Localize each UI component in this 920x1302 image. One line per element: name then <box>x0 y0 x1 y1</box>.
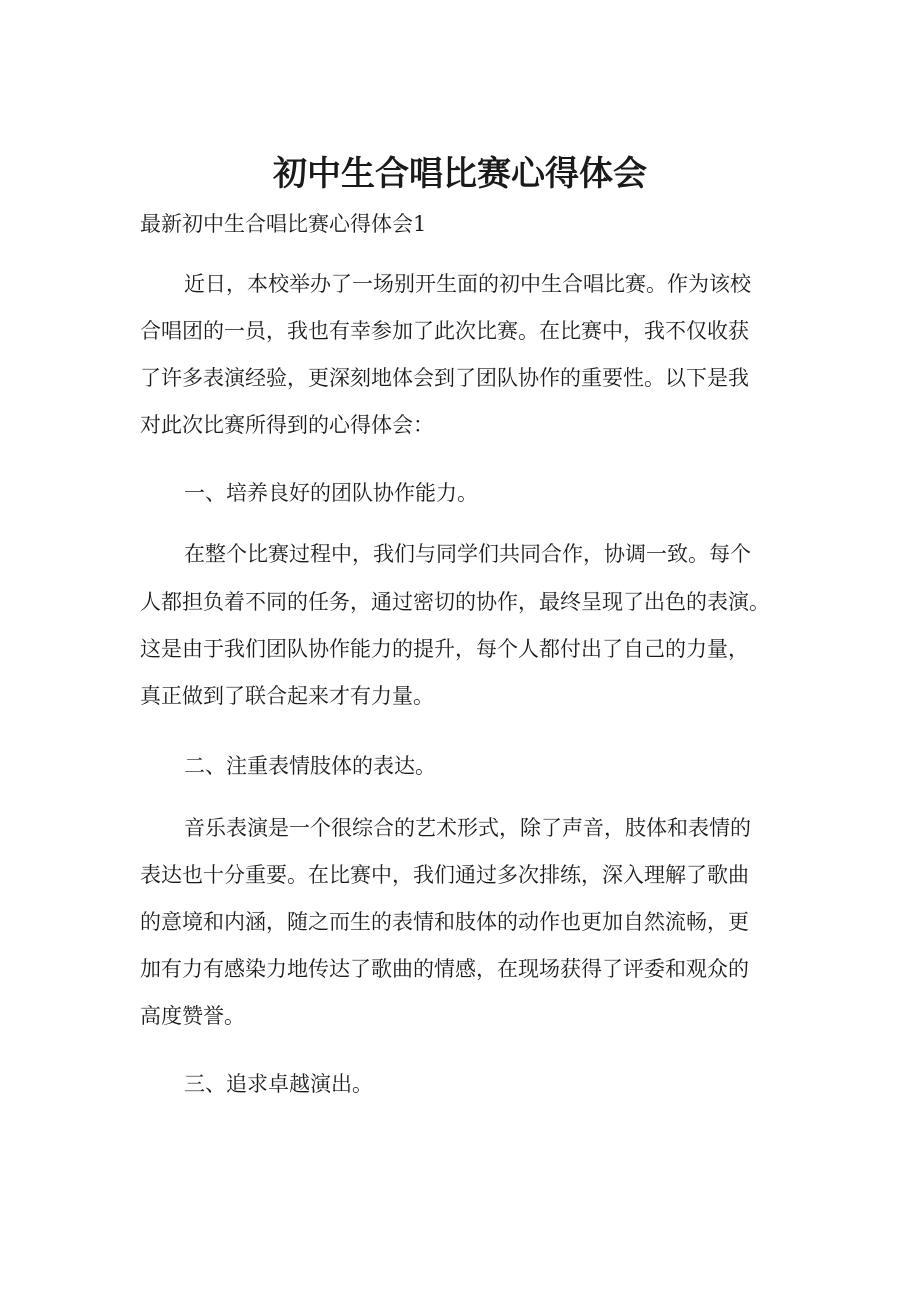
paragraph-line: 这是由于我们团队协作能力的提升，每个人都付出了自己的力量， <box>140 637 749 661</box>
paragraph-line: 对此次比赛所得到的心得体会： <box>140 413 434 437</box>
document-subtitle: 最新初中生合唱比赛心得体会1 <box>140 212 427 236</box>
paragraph-line: 在整个比赛过程中，我们与同学们共同合作，协调一致。每个 <box>184 542 751 566</box>
paragraph-line: 合唱团的一员，我也有幸参加了此次比赛。在比赛中，我不仅收获 <box>140 319 749 343</box>
paragraph-line: 人都担负着不同的任务，通过密切的协作，最终呈现了出色的表演。 <box>140 590 770 614</box>
paragraph-line: 音乐表演是一个很综合的艺术形式，除了声音，肢体和表情的 <box>184 816 751 840</box>
paragraph-line: 近日，本校举办了一场别开生面的初中生合唱比赛。作为该校 <box>184 272 751 296</box>
paragraph-line: 加有力有感染力地传达了歌曲的情感，在现场获得了评委和观众的 <box>140 957 749 981</box>
paragraph-line: 真正做到了联合起来才有力量。 <box>140 684 434 708</box>
paragraph-line: 表达也十分重要。在比赛中，我们通过多次排练，深入理解了歌曲 <box>140 863 749 887</box>
paragraph-line: 高度赞誉。 <box>140 1004 245 1028</box>
paragraph-line: 的意境和内涵，随之而生的表情和肢体的动作也更加自然流畅，更 <box>140 910 749 934</box>
section-heading-text: 一、培养良好的团队协作能力。 <box>184 481 478 505</box>
section-heading-text: 三、追求卓越演出。 <box>184 1072 373 1096</box>
section-heading-text: 二、注重表情肢体的表达。 <box>184 754 436 778</box>
document-title: 初中生合唱比赛心得体会 <box>273 154 647 194</box>
paragraph-line: 了许多表演经验，更深刻地体会到了团队协作的重要性。以下是我 <box>140 366 749 390</box>
